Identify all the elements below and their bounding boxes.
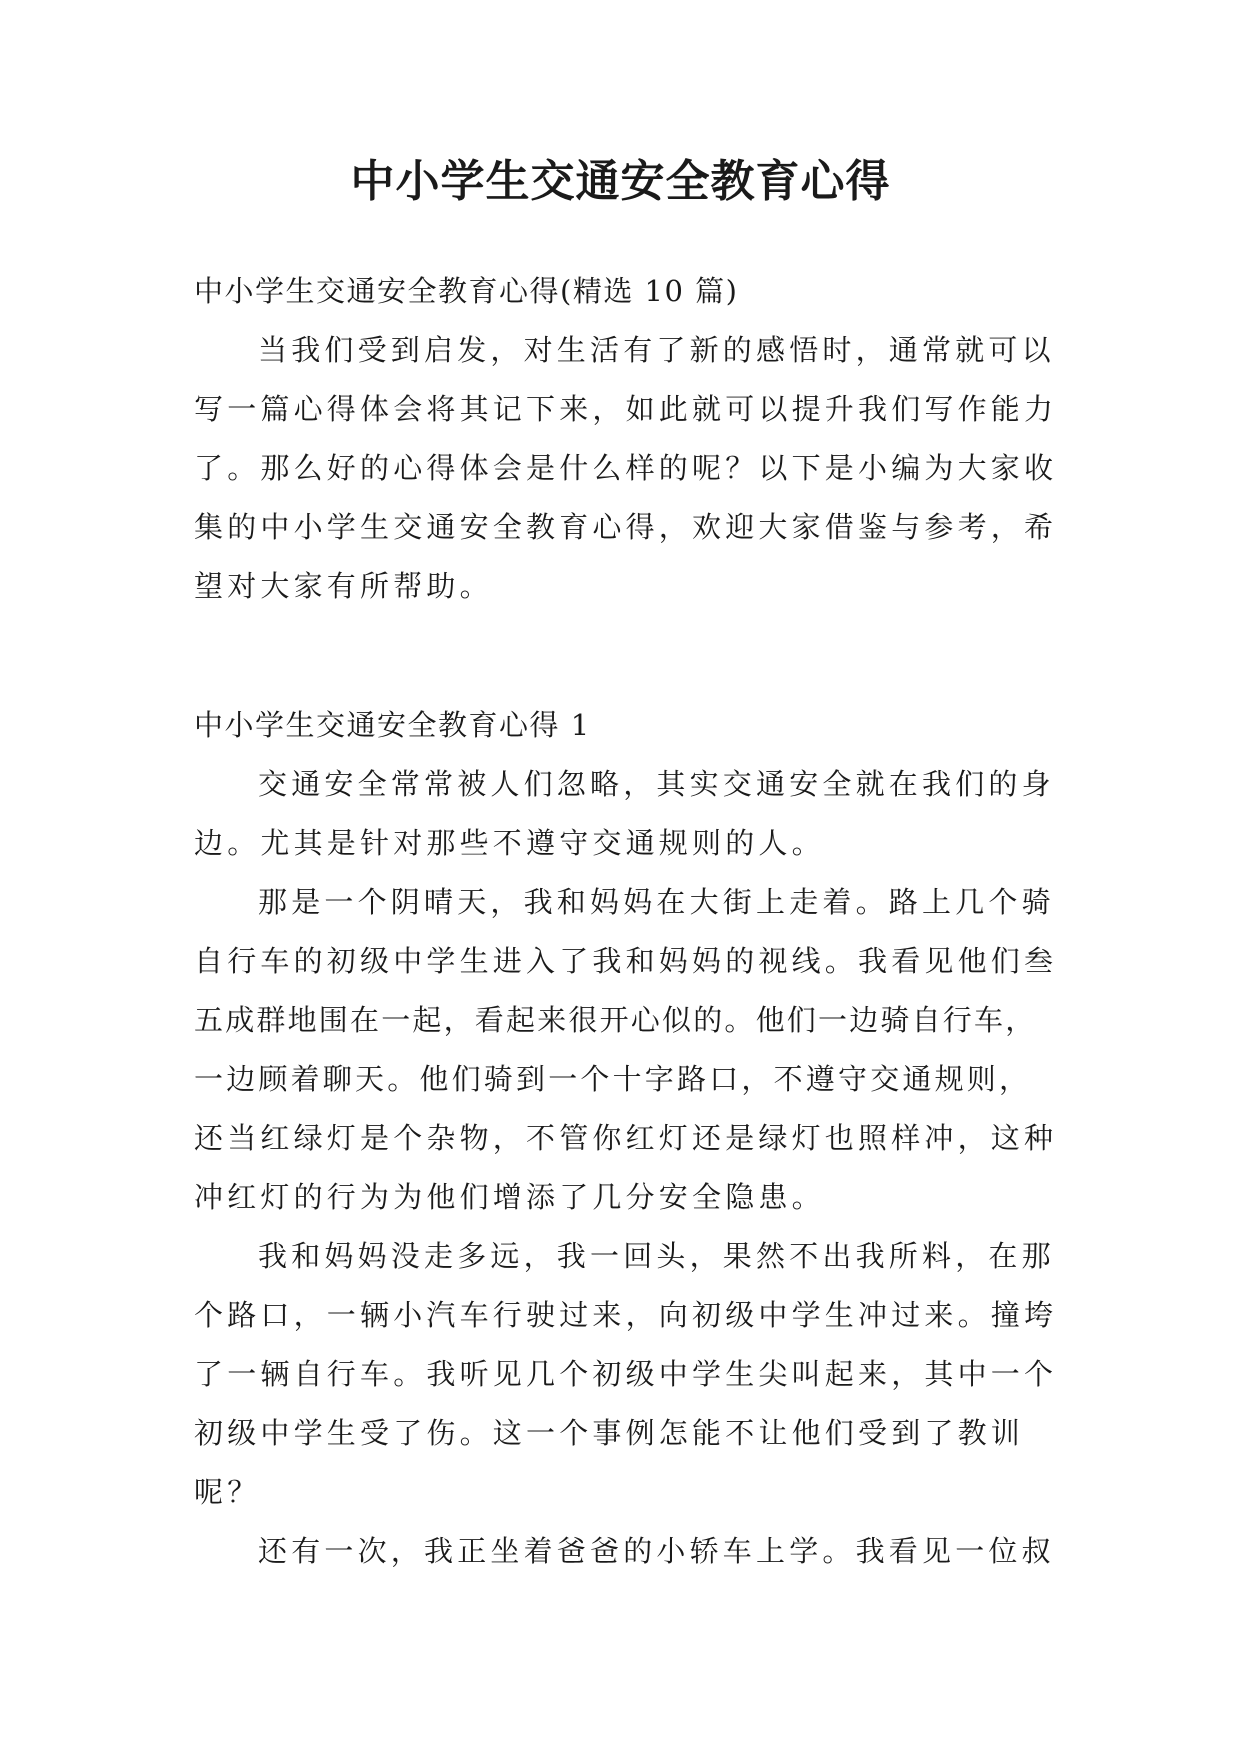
- paragraph-line: 一边顾着聊天。他们骑到一个十字路口，不遵守交通规则，: [194, 1062, 1032, 1096]
- paragraph-line: 冲红灯的行为为他们增添了几分安全隐患。: [194, 1180, 825, 1214]
- paragraph: [194, 755, 1056, 873]
- paragraph-line: 个路口，一辆小汽车行驶过来，向初级中学生冲过来。撞垮: [194, 1298, 1058, 1332]
- section-spacer: [194, 616, 1056, 696]
- paragraph-line: 望对大家有所帮助。: [194, 569, 493, 603]
- intro-paragraph: [194, 321, 1056, 616]
- paragraph-line: 那是一个阴晴天，我和妈妈在大街上走着。路上几个骑: [258, 885, 1055, 919]
- paragraph-line: 还有一次，我正坐着爸爸的小轿车上学。我看见一位叔: [258, 1534, 1055, 1568]
- paragraph-line: 了一辆自行车。我听见几个初级中学生尖叫起来，其中一个: [194, 1357, 1058, 1391]
- paragraph-line: 我和妈妈没走多远，我一回头，果然不出我所料，在那: [258, 1239, 1055, 1273]
- paragraph-line: 呢？: [194, 1475, 261, 1509]
- document-title: 中小学生交通安全教育心得: [350, 156, 891, 207]
- paragraph-line: 自行车的初级中学生进入了我和妈妈的视线。我看见他们叁: [194, 944, 1058, 978]
- paragraph: [194, 1522, 1056, 1581]
- section-heading: 中小学生交通安全教育心得 1: [194, 708, 591, 742]
- paragraph-line: 交通安全常常被人们忽略，其实交通安全就在我们的身: [258, 767, 1055, 801]
- paragraph-line: 五成群地围在一起，看起来很开心似的。他们一边骑自行车，: [194, 1003, 1037, 1037]
- paragraph-line: 边。尤其是针对那些不遵守交通规则的人。: [194, 826, 825, 860]
- paragraph-line: 初级中学生受了伤。这一个事例怎能不让他们受到了教训: [194, 1416, 1025, 1450]
- paragraph: [194, 1227, 1056, 1522]
- paragraph-line: 了。那么好的心得体会是什么样的呢？以下是小编为大家收: [194, 451, 1058, 485]
- paragraph-line: 当我们受到启发，对生活有了新的感悟时，通常就可以: [258, 333, 1055, 367]
- paragraph: [194, 873, 1056, 1227]
- paragraph-line: 写一篇心得体会将其记下来，如此就可以提升我们写作能力: [194, 392, 1058, 426]
- intro-heading: 中小学生交通安全教育心得(精选 10 篇): [194, 274, 739, 308]
- paragraph-line: 集的中小学生交通安全教育心得，欢迎大家借鉴与参考，希: [194, 510, 1058, 544]
- paragraph-line: 还当红绿灯是个杂物，不管你红灯还是绿灯也照样冲，这种: [194, 1121, 1058, 1155]
- document-body: [194, 262, 1056, 1581]
